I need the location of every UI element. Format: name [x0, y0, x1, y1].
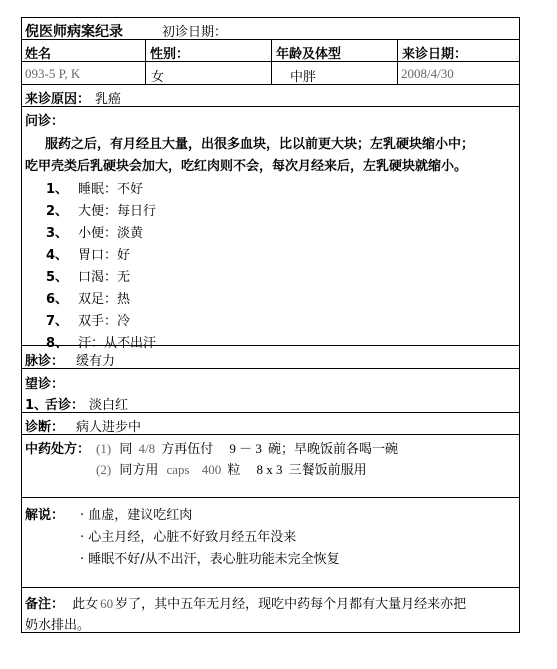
- explanation-item: · 心主月经，心脏不好致月经五年没来: [80, 530, 297, 545]
- sex-value-cell: [146, 62, 272, 84]
- age-body-label: 年龄及体型: [276, 47, 342, 62]
- patient-name: 093-5 P, K: [25, 66, 81, 81]
- prescription-2-instructions: 三餐饭前服用: [288, 463, 367, 478]
- prescription-1-text: 方再伍付: [161, 442, 214, 457]
- notes-line-2: 奶水排出。: [25, 618, 91, 633]
- name-label: 姓名: [25, 47, 52, 62]
- symptom-item: [46, 288, 130, 307]
- notes-age: 60: [100, 596, 114, 611]
- visit-date-label: 来诊日期：: [402, 47, 468, 62]
- visit-date-header-cell: [398, 40, 520, 61]
- explanation-section: [22, 498, 519, 588]
- symptom-text: 睡眠：不好: [78, 182, 144, 197]
- explanation-label: 解说：: [25, 508, 65, 523]
- prescription-2-unit: 粒: [227, 463, 241, 478]
- pulse-label: 脉诊：: [25, 354, 65, 369]
- symptom-item: [46, 244, 130, 263]
- prescription-2-number: (2): [96, 462, 112, 477]
- prescription-2-caps: caps: [166, 462, 190, 477]
- patient-values-row: [22, 62, 519, 85]
- symptom-text: 口渴：无: [78, 270, 131, 285]
- tongue-number: 1、: [25, 398, 48, 413]
- diagnosis-row: [22, 413, 519, 435]
- tongue-value: 淡白红: [89, 398, 129, 413]
- prescription-section: [22, 435, 519, 498]
- symptom-text: 大便：每日行: [78, 204, 157, 219]
- prescription-line-2: [96, 459, 367, 478]
- pulse-value: 缓有力: [76, 354, 116, 369]
- symptom-number: 3、: [46, 226, 69, 241]
- diagnosis-label: 诊断：: [25, 420, 65, 435]
- symptom-text: 双手：冷: [78, 314, 131, 329]
- patient-header-row: [22, 40, 519, 62]
- patient-sex: 女: [151, 70, 165, 85]
- notes-section: [22, 588, 519, 634]
- symptom-item: [46, 310, 130, 329]
- inspection-section: [22, 369, 519, 413]
- patient-visit-date: 2008/4/30: [401, 66, 454, 81]
- visit-date-value-cell: [398, 62, 520, 84]
- prescription-1-instructions: 碗；早晚饭前各喝一碗: [268, 442, 399, 457]
- notes-text-rest: 岁了，其中五年无月经，现吃中药每个月都有大量月经来亦把: [115, 597, 467, 612]
- symptom-text: 双足：热: [78, 292, 131, 307]
- reason-row: [22, 85, 519, 107]
- title-row: [22, 18, 519, 40]
- inquiry-label: 问诊：: [25, 114, 65, 129]
- symptom-item: [46, 200, 156, 219]
- inquiry-paragraph-1: 服药之后，有月经且大量，出很多血块，比以前更大块；左乳硬块缩小中；: [45, 137, 475, 152]
- reason-value: 乳癌: [95, 92, 122, 107]
- symptom-number: 5、: [46, 270, 69, 285]
- symptom-number: 7、: [46, 314, 69, 329]
- symptom-item: [46, 222, 143, 241]
- symptom-number: 2、: [46, 204, 69, 219]
- notes-line-1: [25, 593, 466, 612]
- symptom-text: 小便：淡黄: [78, 226, 144, 241]
- sex-label: 性别：: [150, 47, 190, 62]
- inquiry-section: [22, 107, 519, 351]
- explanation-item: · 睡眠不好/从不出汗，表心脏功能未完全恢复: [80, 552, 340, 567]
- reason-label: 来诊原因：: [25, 92, 91, 107]
- prescription-1-dose: 9 － 3: [229, 441, 262, 456]
- prescription-2-count: 400: [201, 462, 222, 477]
- notes-label: 备注：: [25, 597, 65, 612]
- sex-header-cell: [146, 40, 272, 61]
- tongue-label: 舌诊：: [45, 398, 85, 413]
- notes-text-start: 此女: [72, 597, 99, 612]
- prescription-1-number: (1): [96, 441, 112, 456]
- patient-body-type: 中胖: [290, 70, 317, 85]
- symptom-number: 6、: [46, 292, 69, 307]
- prescription-2-dose: 8 x 3: [256, 462, 283, 477]
- pulse-row: [22, 346, 519, 369]
- symptom-number: 1、: [46, 182, 69, 197]
- case-record-sheet: [21, 17, 520, 633]
- symptom-item: [46, 266, 130, 285]
- first-visit-label: 初诊日期：: [162, 25, 228, 40]
- record-title: 倪医师病案纪录: [25, 24, 123, 40]
- symptom-text: 胃口：好: [78, 248, 131, 263]
- prescription-1-date: 4/8: [138, 441, 156, 456]
- name-header-cell: [22, 40, 146, 61]
- symptom-number: 4、: [46, 248, 69, 263]
- prescription-label: 中药处方：: [25, 442, 91, 457]
- inquiry-paragraph-2: 吃甲壳类后乳硬块会加大，吃红肉则不会，每次月经来后，左乳硬块就缩小。: [25, 159, 468, 174]
- explanation-item: · 血虚，建议吃红肉: [80, 508, 193, 523]
- prescription-1-same: 同: [119, 442, 133, 457]
- prescription-2-text: 同方用: [119, 463, 159, 478]
- diagnosis-value: 病人进步中: [76, 420, 142, 435]
- symptom-item: [46, 178, 143, 197]
- inspection-label: 望诊：: [25, 377, 65, 392]
- name-value-cell: [22, 62, 146, 84]
- body-type-value-cell: [272, 62, 398, 84]
- age-header-cell: [272, 40, 398, 61]
- symptom-text: 汗：从不出汗: [78, 336, 157, 351]
- symptom-number: 8、: [46, 336, 69, 351]
- prescription-line-1: [96, 438, 398, 457]
